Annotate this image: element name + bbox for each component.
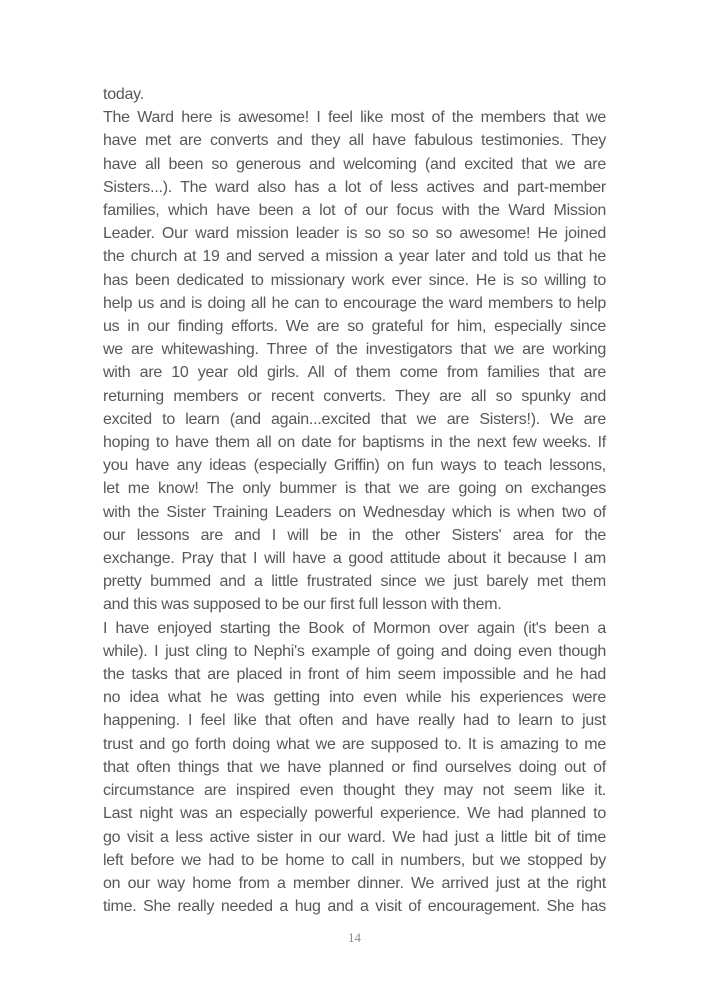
text-line: with are 10 year old girls. All of them come from families that are xyxy=(103,364,606,382)
text-line: you have any ideas (especially Griffin) on fun ways to teach lessons, xyxy=(103,457,606,475)
text-line: Sisters...). The ward also has a lot of less actives and part-member xyxy=(103,178,606,196)
paragraph xyxy=(103,83,606,106)
paragraph xyxy=(103,617,606,919)
text-line: returning members or recent converts. They are all so spunky and xyxy=(103,387,606,405)
text-line: the tasks that are placed in front of him seem impossible and he had xyxy=(103,666,606,684)
text-line: The Ward here is awesome! I feel like most of the members that we xyxy=(103,109,606,127)
text-line: while). I just cling to Nephi's example of going and doing even though xyxy=(103,642,606,660)
text-line: have all been so generous and welcoming (and excited that we are xyxy=(103,155,606,173)
text-line: has been dedicated to missionary work ever since. He is so willing to xyxy=(103,271,606,289)
text-line: let me know! The only bummer is that we are going on exchanges xyxy=(103,480,606,498)
text-line: our lessons are and I will be in the other Sisters' area for the xyxy=(103,526,606,544)
text-line: Leader. Our ward mission leader is so so so so awesome! He joined xyxy=(103,225,606,243)
text-line: excited to learn (and again...excited that we are Sisters!). We are xyxy=(103,410,606,428)
text-line: today. xyxy=(103,86,144,103)
text-line: on our way home from a member dinner. We arrived just at the right xyxy=(103,874,606,892)
text-line: exchange. Pray that I will have a good attitude about it because I am xyxy=(103,550,606,568)
body-text xyxy=(103,83,606,918)
text-line: us in our finding efforts. We are so grateful for him, especially since xyxy=(103,318,606,336)
text-line: that often things that we have planned or find ourselves doing out of xyxy=(103,758,606,776)
text-line: hoping to have them all on date for baptisms in the next few weeks. If xyxy=(103,434,606,452)
text-line: Last night was an especially powerful experience. We had planned to xyxy=(103,805,606,823)
text-line: time. She really needed a hug and a visit of encouragement. She has xyxy=(103,898,606,916)
text-line: we are whitewashing. Three of the investigators that we are working xyxy=(103,341,606,359)
page-number: 14 xyxy=(348,930,361,945)
text-line: no idea what he was getting into even while his experiences were xyxy=(103,689,606,707)
text-line: families, which have been a lot of our focus with the Ward Mission xyxy=(103,202,606,220)
text-line: help us and is doing all he can to encourage the ward members to help xyxy=(103,294,606,312)
text-line: happening. I feel like that often and have really had to learn to just xyxy=(103,712,606,730)
text-line: have met are converts and they all have fabulous testimonies. They xyxy=(103,132,606,150)
text-line: with the Sister Training Leaders on Wednesday which is when two of xyxy=(103,503,606,521)
text-line: I have enjoyed starting the Book of Mormon over again (it's been a xyxy=(103,619,606,637)
text-line: the church at 19 and served a mission a year later and told us that he xyxy=(103,248,606,266)
text-line: circumstance are inspired even thought they may not seem like it. xyxy=(103,782,606,800)
text-line: pretty bummed and a little frustrated since we just barely met them xyxy=(103,573,606,591)
text-line: left before we had to be home to call in numbers, but we stopped by xyxy=(103,851,606,869)
text-line: and this was supposed to be our first full lesson with them. xyxy=(103,596,502,614)
text-line: go visit a less active sister in our ward. We had just a little bit of time xyxy=(103,828,606,846)
paragraph xyxy=(103,106,606,616)
text-line: trust and go forth doing what we are supposed to. It is amazing to me xyxy=(103,735,606,753)
